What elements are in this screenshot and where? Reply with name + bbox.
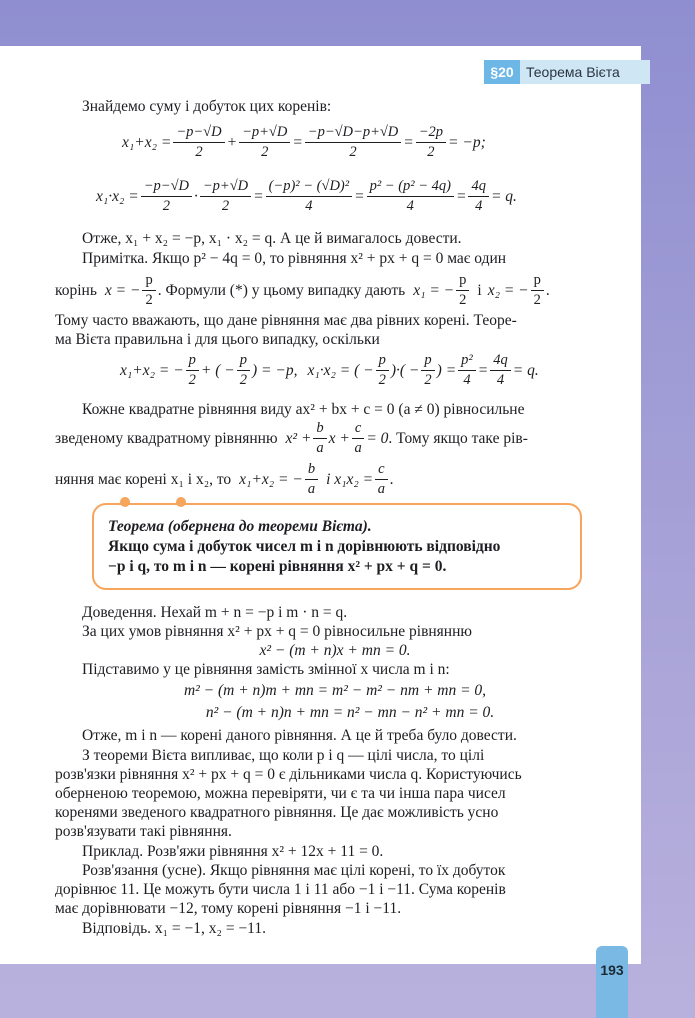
sum-lhs: x₁+x₂ = — [122, 133, 172, 151]
denominator: 2 — [188, 372, 196, 388]
every-text: няння має корені x₁ і x₂, то — [55, 470, 232, 488]
fraction — [141, 178, 192, 215]
proof-text: Підставимо у це рівняння замість змінної x числа m і n: — [82, 661, 450, 678]
plus-sign: + — [226, 133, 238, 151]
dp-rhs: = q. — [512, 361, 539, 379]
formula-product — [96, 178, 517, 215]
sum-rhs: = −p; — [448, 133, 486, 151]
fraction — [531, 272, 544, 309]
eq-sign: = — [456, 187, 467, 205]
paragraph-therefore: Отже, x₁ + x₂ = −p, x₁ · x₂ = q. А це й вимагалось довести. — [82, 230, 462, 247]
fraction — [313, 420, 326, 457]
ds-rhs: ) = −p, — [252, 361, 298, 379]
example: Приклад. Розв'яжи рівняння x² + 12x + 11 = 0. — [82, 843, 384, 860]
x1-eq: x₁ = − — [413, 281, 455, 299]
numerator: −p−√D — [141, 178, 192, 197]
section-title: Теорема Вієта — [526, 64, 620, 80]
red-lhs: x² + — [285, 429, 312, 447]
fraction — [376, 352, 389, 389]
denominator: 4 — [305, 198, 313, 214]
formula-sum — [122, 124, 486, 161]
eq-sign: = — [292, 133, 303, 151]
theorem-title: Теорема (обернена до теореми Вієта). — [108, 518, 372, 535]
proof-equation: x² − (m + n)x + mn = 0. — [259, 642, 411, 659]
numerator: p — [142, 272, 155, 291]
proof-end: Отже, m і n — корені даного рівняння. А це й треба було довести. — [82, 727, 517, 744]
denominator: 2 — [459, 292, 467, 308]
denominator: 4 — [475, 198, 483, 214]
fraction — [237, 352, 250, 389]
fraction — [456, 272, 469, 309]
fraction — [142, 272, 155, 309]
solution: дорівнює 11. Це можуть бути числа 1 і 11 або −1 і −11. Сума коренів — [55, 881, 506, 898]
paragraph-every: Кожне квадратне рівняння виду ax² + bx + c = 0 (a ≠ 0) рівносильне — [82, 401, 525, 418]
denominator: 2 — [427, 144, 435, 160]
prod-lhs: x₁·x₂ = — [96, 187, 139, 205]
box-gap — [126, 501, 176, 503]
denominator: a — [377, 481, 385, 497]
paragraph-follow: розв'язувати такі рівняння. — [55, 823, 232, 840]
numerator: p — [237, 352, 250, 371]
fraction — [490, 352, 511, 389]
numerator: p — [456, 272, 469, 291]
proof-start: Доведення. Нехай m + n = −p і m · n = q. — [82, 604, 348, 621]
paragraph-follow: розв'язки рівняння x² + px + q = 0 є дільниками числа q. Користуючись — [55, 766, 522, 783]
paragraph-note-c: Тому часто вважають, що дане рівняння має два рівних корені. Теоре- — [55, 312, 517, 329]
every-text: зведеному квадратному рівнянню — [55, 429, 278, 447]
numerator: c — [375, 461, 387, 480]
denominator: 2 — [162, 198, 170, 214]
solution: Розв'язання (усне). Якщо рівняння має цілі корені, то їх добуток — [82, 862, 506, 879]
dp-mid: )·( − — [390, 361, 420, 379]
fraction — [305, 461, 318, 498]
reduced-equation-line — [55, 420, 528, 457]
paragraph-note: Примітка. Якщо p² − 4q = 0, то рівняння x² + px + q = 0 має один — [82, 250, 507, 267]
denominator: 4 — [496, 372, 505, 388]
x-eq: x = − — [104, 281, 141, 299]
period: . — [389, 470, 394, 488]
denominator: a — [354, 440, 362, 456]
numerator: −p+√D — [239, 124, 290, 143]
numerator: p² − (p² − 4q) — [367, 178, 454, 197]
fraction — [468, 178, 489, 215]
fraction — [416, 124, 446, 161]
numerator: (−p)² − (√D)² — [266, 178, 353, 197]
fraction — [458, 352, 476, 389]
denominator: 2 — [239, 372, 248, 388]
numerator: −p−√D — [173, 124, 224, 143]
numerator: p — [531, 272, 544, 291]
numerator: −2p — [416, 124, 446, 143]
section-number: §20 — [484, 60, 520, 84]
fraction — [266, 178, 353, 215]
fraction — [173, 124, 224, 161]
ds-mid: + ( − — [200, 361, 235, 379]
answer: Відповідь. x₁ = −1, x₂ = −11. — [82, 920, 266, 937]
eq-sign: = — [354, 187, 365, 205]
dot-sign: · — [194, 187, 198, 205]
fraction — [239, 124, 290, 161]
fraction — [375, 461, 387, 498]
numerator: p — [421, 352, 434, 371]
vieta-general-line — [55, 461, 393, 498]
paragraph-follow: оберненою теоремою, можна перевіряти, чи є та чи інша пара чисел — [55, 785, 506, 802]
denominator: a — [307, 481, 316, 497]
denominator: 2 — [261, 144, 269, 160]
numerator: c — [352, 420, 364, 439]
every-text: . Тому якщо таке рів- — [388, 429, 528, 447]
proof-equation: m² − (m + n)m + mn = m² − m² − nm + mn = 0, — [183, 682, 487, 699]
x2-eq: x₂ = − — [487, 281, 529, 299]
denominator: a — [316, 440, 324, 456]
numerator: b — [305, 461, 318, 480]
eq-sign: = — [253, 187, 264, 205]
paragraph-note-d: ма Вієта правильна і для цього випадку, оскільки — [55, 331, 380, 348]
note-text: корінь — [55, 281, 97, 299]
denominator: 2 — [349, 144, 357, 160]
numerator: 4q — [468, 178, 489, 197]
eq-sign: = — [403, 133, 414, 151]
numerator: p² — [458, 352, 476, 371]
section-header — [484, 60, 650, 84]
fraction — [305, 124, 402, 161]
denominator: 2 — [221, 198, 230, 214]
fraction — [421, 352, 434, 389]
numerator: 4q — [490, 352, 511, 371]
ds-lhs: x₁+x₂ = − — [120, 361, 184, 379]
fraction — [186, 352, 199, 389]
denominator: 2 — [424, 372, 432, 388]
proof-equation: n² − (m + n)n + mn = n² − mn − n² + mn = 0. — [205, 704, 495, 721]
paragraph-follow: коренями зведеного квадратного рівняння. Це дає можливість усно — [55, 804, 499, 821]
box-dot-left — [120, 497, 130, 507]
and-word: і — [477, 281, 482, 299]
denominator: 4 — [463, 372, 471, 388]
numerator: −p−√D−p+√D — [305, 124, 402, 143]
denominator: 2 — [533, 292, 541, 308]
vs-mid: і x₁x₂ = — [326, 470, 374, 488]
numerator: p — [376, 352, 389, 371]
paragraph-intro: Знайдемо суму і добуток цих коренів: — [82, 98, 332, 115]
page-number: 193 — [600, 962, 624, 978]
prod-rhs: = q. — [490, 187, 517, 205]
theorem-text: −p і q, то m і n — корені рівняння x² + px + q = 0. — [108, 558, 447, 575]
fraction — [352, 420, 364, 457]
fraction — [200, 178, 251, 215]
red-rhs: = 0 — [366, 429, 389, 447]
dp-close: ) = — [436, 361, 457, 379]
paragraph-follow: З теореми Вієта випливає, що коли p і q — цілі числа, то цілі — [82, 747, 485, 764]
theorem-text: Якщо сума і добуток чисел m і n дорівнюють відповідно — [108, 538, 501, 555]
numerator: p — [186, 352, 199, 371]
eq-sign: = — [477, 361, 489, 379]
numerator: b — [313, 420, 326, 439]
box-dot-right — [176, 497, 186, 507]
denominator: 2 — [145, 292, 153, 308]
vs-lhs: x₁+x₂ = − — [239, 470, 303, 488]
denominator: 2 — [378, 372, 386, 388]
proof-text: За цих умов рівняння x² + px + q = 0 рівносильне рівнянню — [82, 623, 472, 640]
solution: має дорівнювати −12, тому корені рівняння −1 і −11. — [55, 900, 402, 917]
formula-double-root — [120, 352, 539, 389]
page-number-tab — [596, 946, 628, 1018]
dp-lhs: x₁·x₂ = ( − — [307, 361, 374, 379]
denominator: 2 — [195, 144, 203, 160]
period: . — [545, 281, 550, 299]
numerator: −p+√D — [200, 178, 251, 197]
note-line-b — [55, 272, 550, 309]
plus-x: x + — [328, 429, 350, 447]
fraction — [367, 178, 454, 215]
note-text: . Формули (*) у цьому випадку дають — [157, 281, 406, 299]
denominator: 4 — [406, 198, 414, 214]
